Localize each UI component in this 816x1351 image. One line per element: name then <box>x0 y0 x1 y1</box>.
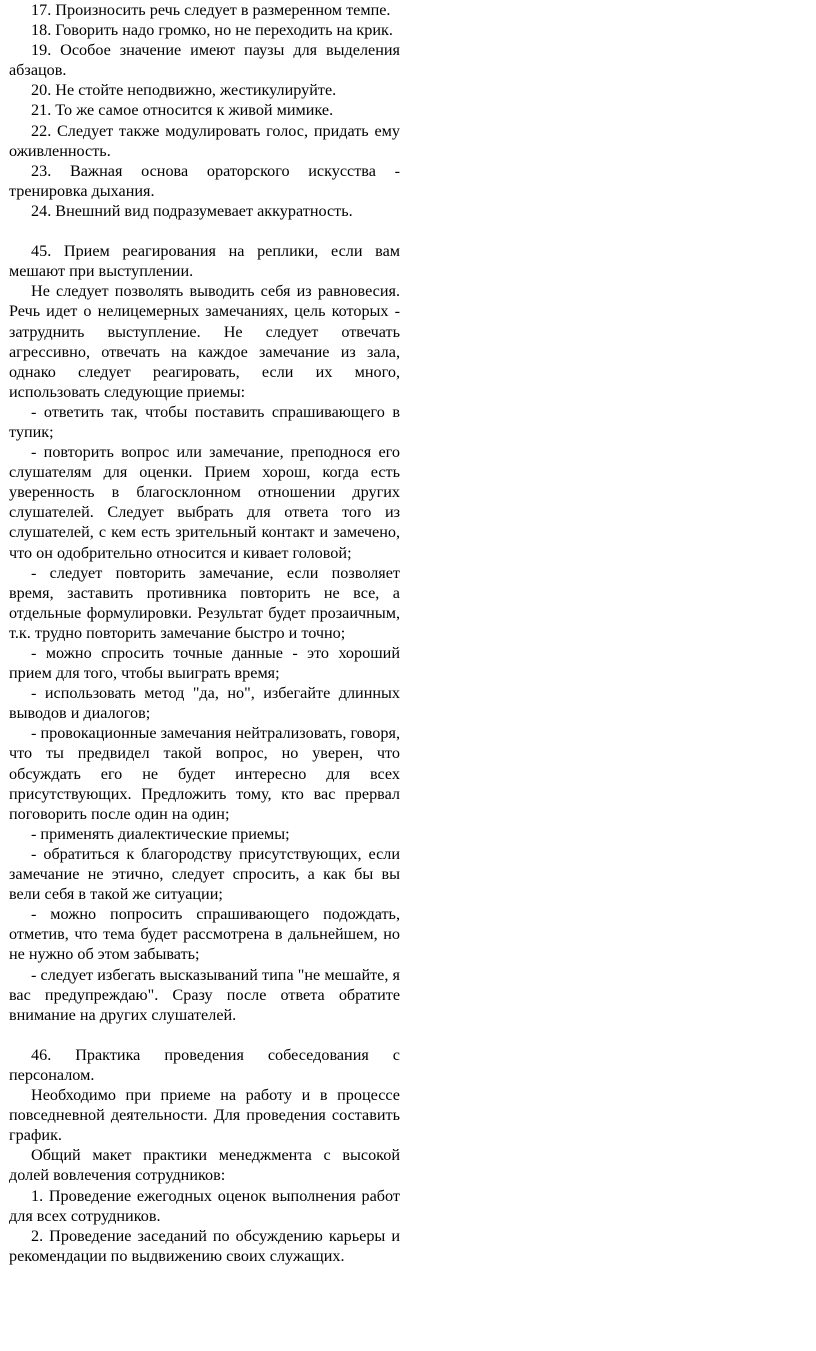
paragraph-19: 19. Особое значение имеют паузы для выделения абзацов. <box>9 41 400 80</box>
numbered-item: 1. Проведение ежегодных оценок выполнения работ для всех сотрудников. <box>9 1186 400 1225</box>
list-item: - использовать метод "да, но", избегайте длинных выводов и диалогов; <box>9 684 400 723</box>
paragraph-20: 20. Не стойте неподвижно, жестикулируйте. <box>31 81 337 100</box>
numbered-item: 2. Проведение заседаний по обсуждению карьеры и рекомендации по выдвижению своих служащих. <box>9 1226 400 1265</box>
list-item: - можно спросить точные данные - это хороший прием для того, чтобы выиграть время; <box>9 644 400 683</box>
paragraph-24: 24. Внешний вид подразумевает аккуратность. <box>31 201 353 220</box>
section-46-heading: 46. Практика проведения собеседования с персоналом. <box>9 1045 400 1084</box>
list-item: - следует повторить замечание, если позволяет время, заставить противника повторить не все, а отдельные формулировки. Результат будет прозаичным, т.к. трудно повторить замечание быстро и точно; <box>9 563 400 642</box>
paragraph-23: 23. Важная основа ораторского искусства - тренировка дыхания. <box>9 161 400 200</box>
list-item: - следует избегать высказываний типа "не мешайте, я вас предупреждаю". Сразу после ответа обратите внимание на других слушателей. <box>9 965 400 1024</box>
list-item: - можно попросить спрашивающего подождать, отметив, что тема будет рассмотрена в дальнейшем, но не нужно об этом забывать; <box>9 905 400 964</box>
section-45-heading: 45. Прием реагирования на реплики, если вам мешают при выступлении. <box>9 242 400 281</box>
section-45-intro: Не следует позволять выводить себя из равновесия. Речь идет о нелицемерных замечаниях, цель которых - затруднить выступление. Не следует отвечать агрессивно, отвечать на каждое замечание из зала, однако следует реагировать, если их много, использовать следующие приемы: <box>9 282 400 401</box>
list-item: - повторить вопрос или замечание, преподнося его слушателям для оценки. Прием хорош, когда есть уверенность в благосклонном отношении других слушателей. Следует выбрать для ответа того из слушателей, с кем есть зрительный контакт и замечено, что он одобрительно относится и кивает головой; <box>9 443 400 562</box>
paragraph-17: 17. Произносить речь следует в размеренном темпе. <box>31 1 391 19</box>
list-item: - ответить так, чтобы поставить спрашивающего в тупик; <box>9 402 400 441</box>
section-46-intro: Необходимо при приеме на работу и в процессе повседневной деятельности. Для проведения составить график. <box>9 1086 400 1145</box>
paragraph-18: 18. Говорить надо громко, но не переходить на крик. <box>31 21 393 40</box>
document-page <box>9 0 400 1266</box>
list-item: - применять диалектические приемы; <box>31 824 290 843</box>
paragraph-21: 21. То же самое относится к живой мимике. <box>31 101 334 120</box>
list-item: - обратиться к благородству присутствующих, если замечание не этично, следует спросить, а как бы вы вели себя в такой же ситуации; <box>9 844 400 904</box>
list-item: - провокационные замечания нейтрализовать, говоря, что ты предвидел такой вопрос, но уверен, что обсуждать его не будет интересно для всех присутствующих. Предложить тому, кто вас прервал поговорить после один на один; <box>9 724 400 823</box>
paragraph-22: 22. Следует также модулировать голос, придать ему оживленность. <box>9 121 400 160</box>
section-46-layout: Общий макет практики менеджмента с высокой долей вовлечения сотрудников: <box>9 1146 400 1185</box>
blank-line <box>9 1025 400 1045</box>
blank-line <box>9 221 400 241</box>
